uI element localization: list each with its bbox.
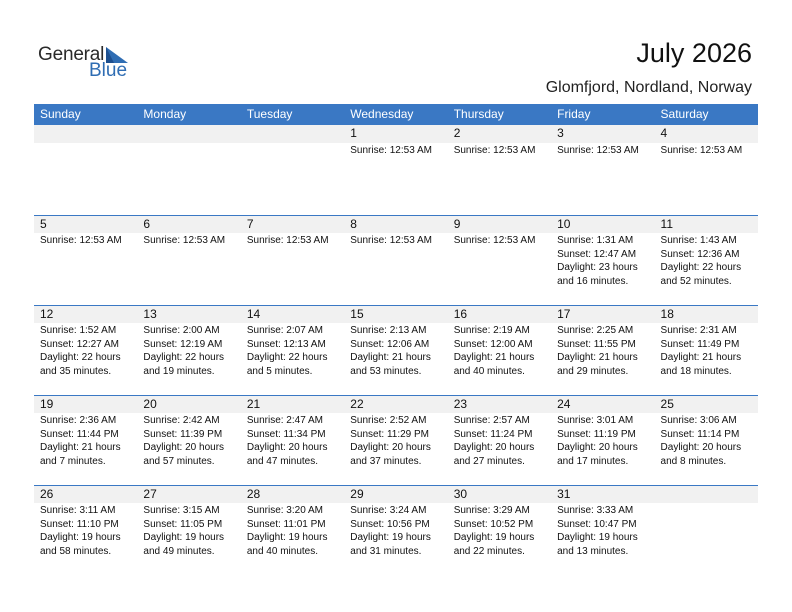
logo-word-general: General (38, 44, 105, 65)
day-info (344, 143, 447, 158)
day-info-line: Sunrise: 12:53 AM (350, 235, 432, 246)
day-cell (241, 395, 344, 485)
day-info-line: Daylight: 20 hours (453, 442, 535, 453)
day-info-line: Daylight: 20 hours (350, 442, 431, 453)
day-info-line: Sunrise: 2:25 AM (557, 325, 634, 336)
day-info-line: Sunrise: 2:00 AM (143, 325, 220, 336)
day-info-line: Sunset: 11:10 PM (40, 518, 119, 530)
day-info-line: Sunrise: 3:24 AM (350, 505, 427, 516)
day-number (241, 125, 344, 143)
weekday-tuesday: Tuesday (246, 107, 293, 121)
day-info-line: Daylight: 21 hours (40, 442, 121, 453)
day-cell (241, 305, 344, 395)
day-info-line: Sunrise: 3:33 AM (557, 505, 634, 516)
day-cell (137, 395, 240, 485)
day-number: 10 (551, 215, 654, 233)
day-info-line: and 16 minutes. (557, 275, 629, 287)
day-info-line: and 19 minutes. (143, 365, 215, 377)
day-number: 24 (551, 395, 654, 413)
day-number: 23 (448, 395, 551, 413)
day-info-line: Sunrise: 3:06 AM (660, 415, 737, 426)
day-number: 13 (137, 305, 240, 323)
day-info (655, 413, 758, 468)
weekday-header (34, 104, 758, 125)
day-info-line: Sunrise: 2:13 AM (350, 325, 427, 336)
day-number (655, 485, 758, 503)
day-number: 18 (655, 305, 758, 323)
day-cell (34, 125, 137, 215)
day-info-line: Sunset: 11:34 PM (246, 428, 326, 440)
day-info-line: Sunrise: 2:57 AM (453, 415, 530, 426)
day-info-line: Daylight: 19 hours (350, 532, 431, 543)
day-info-line: Sunrise: 2:52 AM (350, 415, 427, 426)
week-row (34, 395, 758, 485)
day-cell (241, 485, 344, 575)
day-info-line: Daylight: 19 hours (453, 532, 535, 543)
day-number: 3 (551, 125, 654, 143)
weekday-wednesday: Wednesday (350, 107, 414, 121)
day-info-line: Sunset: 12:06 AM (350, 338, 430, 350)
day-number: 30 (448, 485, 551, 503)
day-info-line: and 8 minutes. (660, 455, 727, 467)
day-number: 11 (655, 215, 758, 233)
day-info-line: Daylight: 19 hours (143, 532, 225, 543)
day-info-line: Daylight: 22 hours (143, 352, 225, 363)
day-cell (137, 485, 240, 575)
day-number: 19 (34, 395, 137, 413)
day-number: 12 (34, 305, 137, 323)
day-info (655, 233, 758, 288)
day-cell (655, 485, 758, 575)
day-number: 1 (344, 125, 447, 143)
logo (38, 44, 138, 80)
day-cell (137, 305, 240, 395)
day-info-line: Sunrise: 3:11 AM (40, 505, 116, 516)
day-info (448, 413, 551, 468)
day-number: 26 (34, 485, 137, 503)
day-info-line: and 57 minutes. (143, 455, 215, 467)
weekday-saturday: Saturday (660, 107, 709, 121)
day-number: 21 (241, 395, 344, 413)
day-info-line: Sunrise: 2:36 AM (40, 415, 117, 426)
day-info-line: Sunrise: 2:31 AM (660, 325, 737, 336)
day-info (655, 503, 758, 504)
day-info-line: Sunrise: 1:52 AM (40, 325, 117, 336)
day-cell (551, 305, 654, 395)
day-info-line: Sunset: 11:19 PM (557, 428, 636, 440)
day-info-line: Sunrise: 12:53 AM (143, 235, 226, 246)
day-info-line: and 40 minutes. (453, 365, 525, 377)
day-info (34, 503, 137, 558)
day-info (34, 323, 137, 378)
day-cell (448, 215, 551, 305)
day-info-line: Sunset: 12:47 AM (557, 248, 637, 260)
day-cell (448, 305, 551, 395)
day-info (448, 143, 551, 158)
day-info-line: Daylight: 19 hours (246, 532, 328, 543)
day-info-line: Sunrise: 12:53 AM (453, 235, 536, 246)
day-cell (344, 485, 447, 575)
day-info-line: Sunset: 11:55 PM (557, 338, 636, 350)
day-info (344, 413, 447, 468)
day-info-line: Sunset: 10:56 PM (350, 518, 430, 530)
day-info (655, 143, 758, 158)
day-info-line: and 31 minutes. (350, 545, 422, 557)
day-info (448, 233, 551, 248)
week-row (34, 215, 758, 305)
logo-word-blue: Blue (89, 60, 128, 81)
day-info-line: Daylight: 21 hours (557, 352, 638, 363)
day-info (241, 413, 344, 468)
day-number: 15 (344, 305, 447, 323)
day-cell (137, 125, 240, 215)
day-info (34, 143, 137, 144)
day-number: 4 (655, 125, 758, 143)
day-info-line: Sunset: 11:39 PM (143, 428, 223, 440)
day-info (551, 503, 654, 558)
day-number: 17 (551, 305, 654, 323)
day-info-line: and 18 minutes. (660, 365, 732, 377)
day-info-line: and 47 minutes. (246, 455, 319, 467)
weekday-thursday: Thursday (453, 107, 504, 121)
day-info-line: Sunrise: 2:47 AM (246, 415, 323, 426)
day-info-line: and 40 minutes. (246, 545, 319, 557)
day-info (137, 323, 240, 378)
day-info (551, 143, 654, 158)
week-row (34, 305, 758, 395)
day-info-line: Daylight: 20 hours (246, 442, 328, 453)
day-info (241, 323, 344, 378)
day-info-line: Sunrise: 12:53 AM (40, 235, 122, 246)
day-info-line: Daylight: 19 hours (557, 532, 638, 543)
day-cell (655, 215, 758, 305)
day-number: 29 (344, 485, 447, 503)
weeks-container (34, 125, 758, 575)
day-number: 31 (551, 485, 654, 503)
day-cell (448, 125, 551, 215)
day-cell (34, 305, 137, 395)
day-cell (34, 485, 137, 575)
day-number (34, 125, 137, 143)
day-info-line: and 52 minutes. (660, 275, 732, 287)
day-info-line: Sunset: 11:29 PM (350, 428, 430, 440)
day-cell (137, 215, 240, 305)
day-info-line: Daylight: 22 hours (660, 262, 742, 273)
day-info-line: Sunset: 11:44 PM (40, 428, 119, 440)
weekday-friday: Friday (557, 107, 591, 121)
day-number: 9 (448, 215, 551, 233)
day-info (344, 233, 447, 248)
day-info-line: and 17 minutes. (557, 455, 629, 467)
day-cell (344, 305, 447, 395)
day-cell (551, 395, 654, 485)
day-info-line: Sunrise: 1:43 AM (660, 235, 737, 246)
day-info-line: Sunset: 11:14 PM (660, 428, 740, 440)
day-cell (655, 305, 758, 395)
day-info (241, 143, 344, 144)
day-info (344, 503, 447, 558)
day-cell (655, 395, 758, 485)
day-cell (344, 395, 447, 485)
day-info-line: and 5 minutes. (246, 365, 313, 377)
day-number: 20 (137, 395, 240, 413)
day-cell (551, 215, 654, 305)
page-title: July 2026 (636, 38, 752, 68)
day-info (551, 323, 654, 378)
day-info-line: Sunrise: 12:53 AM (557, 145, 639, 156)
day-number: 16 (448, 305, 551, 323)
day-info-line: Sunrise: 2:42 AM (143, 415, 220, 426)
day-info-line: Sunset: 10:52 PM (453, 518, 534, 530)
location-subtitle: Glomfjord, Nordland, Norway (545, 79, 752, 96)
day-info-line: and 29 minutes. (557, 365, 629, 377)
day-cell (448, 485, 551, 575)
day-cell (34, 395, 137, 485)
day-info-line: Daylight: 20 hours (143, 442, 225, 453)
day-info-line: Daylight: 19 hours (40, 532, 121, 543)
day-info-line: Daylight: 21 hours (453, 352, 535, 363)
calendar-grid (34, 104, 758, 575)
day-number: 8 (344, 215, 447, 233)
day-info (137, 503, 240, 558)
day-info (137, 413, 240, 468)
day-info-line: and 37 minutes. (350, 455, 422, 467)
weekday-sunday: Sunday (40, 107, 81, 121)
day-info-line: Daylight: 20 hours (660, 442, 742, 453)
day-info (34, 233, 137, 248)
day-number: 7 (241, 215, 344, 233)
day-info-line: and 35 minutes. (40, 365, 112, 377)
day-info (551, 233, 654, 288)
day-info-line: Sunset: 10:47 PM (557, 518, 637, 530)
weekday-monday: Monday (143, 107, 187, 121)
day-info-line: Sunset: 11:01 PM (246, 518, 326, 530)
day-info (241, 233, 344, 248)
day-info-line: and 58 minutes. (40, 545, 112, 557)
day-number: 27 (137, 485, 240, 503)
day-number: 14 (241, 305, 344, 323)
day-info-line: Sunset: 11:49 PM (660, 338, 740, 350)
day-info-line: Sunset: 12:00 AM (453, 338, 533, 350)
day-info-line: Daylight: 21 hours (350, 352, 431, 363)
day-info-line: Sunset: 12:27 AM (40, 338, 119, 350)
day-info-line: and 27 minutes. (453, 455, 525, 467)
day-info-line: Sunset: 11:24 PM (453, 428, 533, 440)
day-info-line: Daylight: 21 hours (660, 352, 742, 363)
day-info-line: Daylight: 20 hours (557, 442, 638, 453)
day-info-line: Sunrise: 3:29 AM (453, 505, 530, 516)
day-cell (448, 395, 551, 485)
day-info-line: Sunset: 12:19 AM (143, 338, 223, 350)
day-info-line: and 7 minutes. (40, 455, 106, 467)
day-cell (241, 215, 344, 305)
day-info-line: and 53 minutes. (350, 365, 422, 377)
day-info-line: Sunset: 11:05 PM (143, 518, 223, 530)
day-info-line: Sunrise: 12:53 AM (660, 145, 743, 156)
day-info-line: and 22 minutes. (453, 545, 525, 557)
day-info (448, 323, 551, 378)
day-cell (34, 215, 137, 305)
day-info-line: Sunrise: 3:20 AM (246, 505, 323, 516)
day-info-line: Sunrise: 1:31 AM (557, 235, 634, 246)
day-cell (241, 125, 344, 215)
day-number: 22 (344, 395, 447, 413)
day-cell (344, 125, 447, 215)
day-info (344, 323, 447, 378)
day-info-line: Sunrise: 3:15 AM (143, 505, 220, 516)
day-number: 25 (655, 395, 758, 413)
day-info (137, 143, 240, 144)
day-info (551, 413, 654, 468)
day-info (137, 233, 240, 248)
week-row (34, 485, 758, 575)
day-info-line: Sunrise: 12:53 AM (453, 145, 536, 156)
day-number: 5 (34, 215, 137, 233)
day-info-line: Daylight: 22 hours (246, 352, 328, 363)
day-info-line: Sunrise: 2:07 AM (246, 325, 323, 336)
day-info (448, 503, 551, 558)
day-number (137, 125, 240, 143)
day-info-line: Sunset: 12:13 AM (246, 338, 326, 350)
week-row (34, 125, 758, 215)
day-info-line: Daylight: 22 hours (40, 352, 121, 363)
day-info (34, 413, 137, 468)
day-number: 2 (448, 125, 551, 143)
day-cell (551, 125, 654, 215)
day-info-line: Sunrise: 3:01 AM (557, 415, 634, 426)
day-info-line: and 49 minutes. (143, 545, 215, 557)
day-number: 6 (137, 215, 240, 233)
day-number: 28 (241, 485, 344, 503)
day-cell (655, 125, 758, 215)
day-info-line: Sunset: 12:36 AM (660, 248, 740, 260)
day-info (241, 503, 344, 558)
day-cell (344, 215, 447, 305)
day-info-line: and 13 minutes. (557, 545, 629, 557)
day-info-line: Sunrise: 2:19 AM (453, 325, 530, 336)
day-info (655, 323, 758, 378)
day-cell (551, 485, 654, 575)
day-info-line: Sunrise: 12:53 AM (246, 235, 329, 246)
day-info-line: Sunrise: 12:53 AM (350, 145, 432, 156)
day-info-line: Daylight: 23 hours (557, 262, 638, 273)
